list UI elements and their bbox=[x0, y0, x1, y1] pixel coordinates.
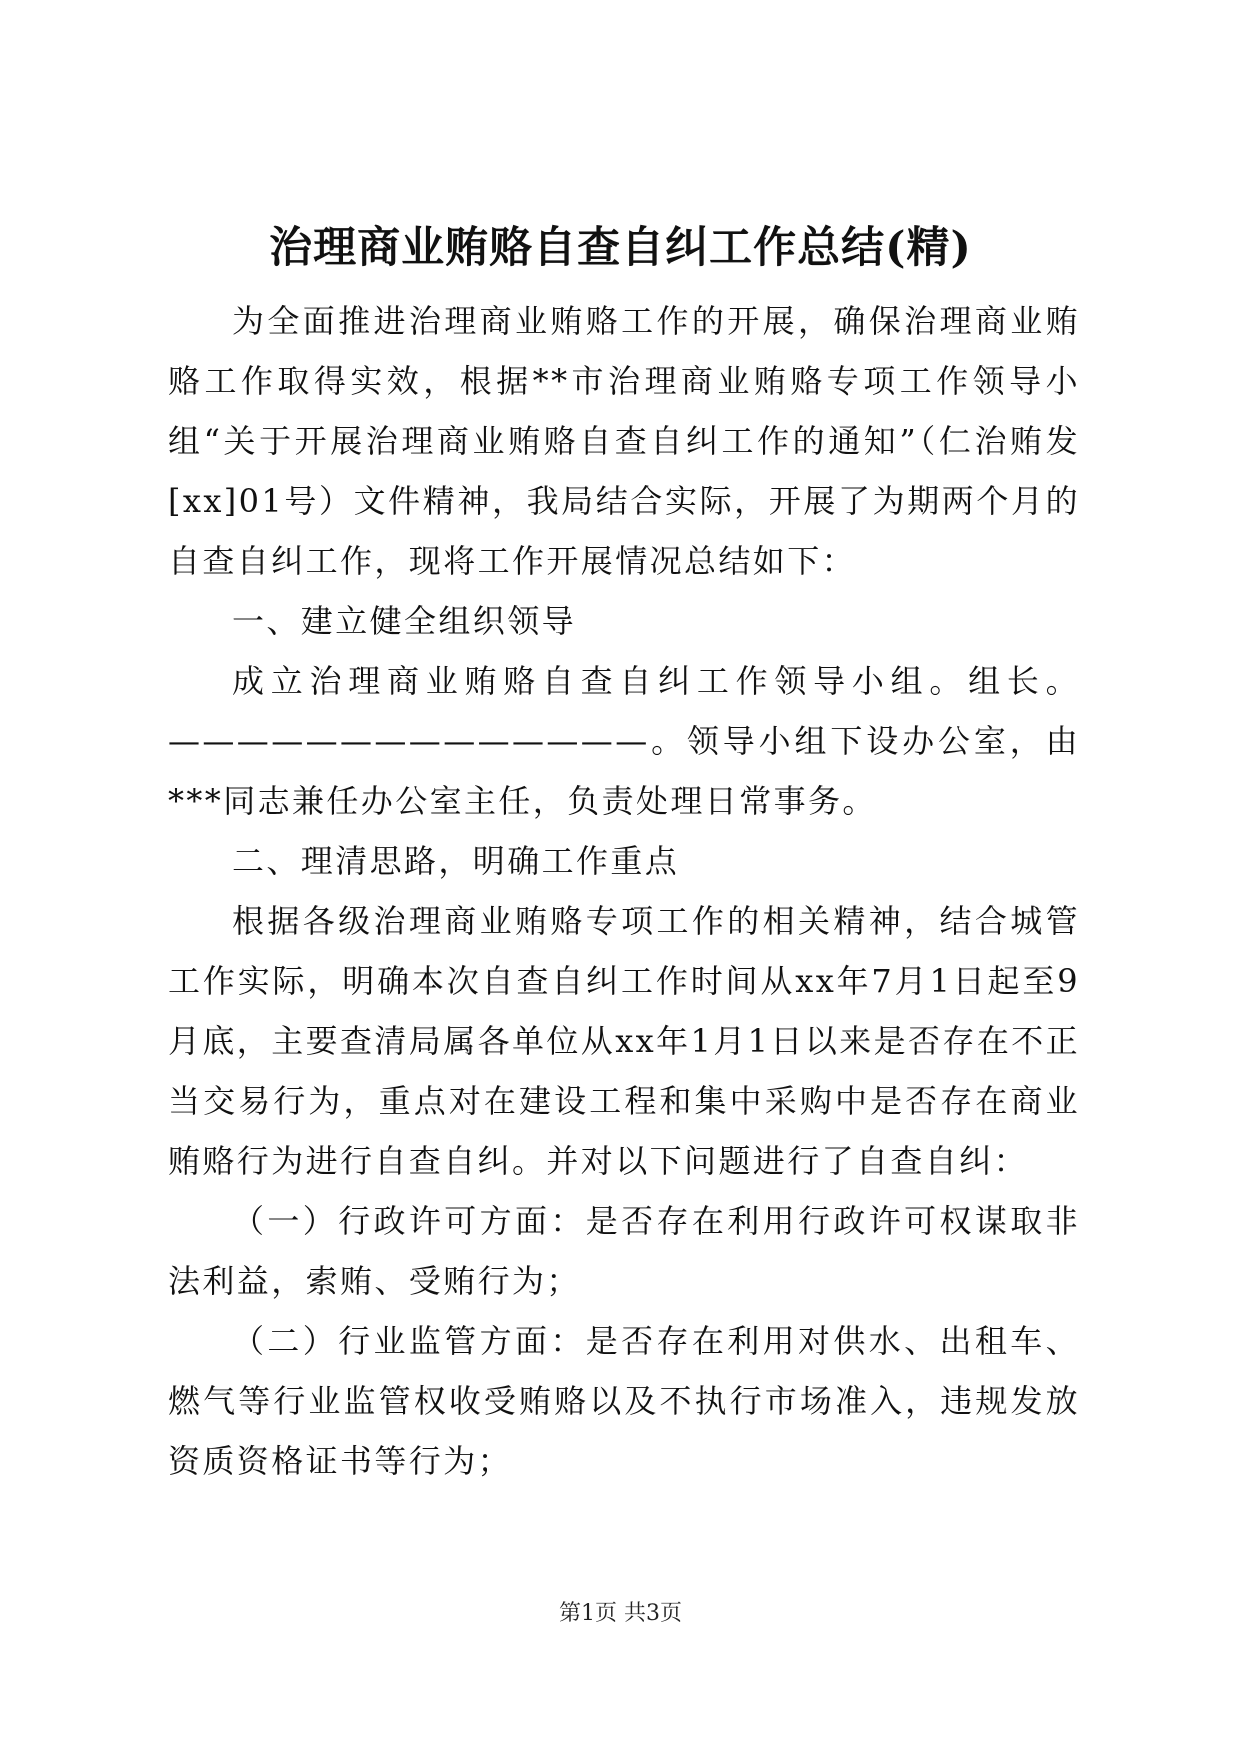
page-number-footer: 第1页 共3页 bbox=[559, 1601, 682, 1626]
section-heading-organization: 一、建立健全组织领导 bbox=[232, 602, 577, 640]
paragraph-intro: 为全面推进治理商业贿赂工作的开展，确保治理商业贿赂工作取得实效，根据**市治理商业贿赂专项工作领导小组“关于开展治理商业贿赂自查自纠工作的通知”（仁治贿发[xx]01号）文件精神，我局结合实际，开展了为期两个月的自查自纠工作，现将工作开展情况总结如下： bbox=[168, 302, 1080, 580]
paragraph-scope: 根据各级治理商业贿赂专项工作的相关精神，结合城管工作实际，明确本次自查自纠工作时间从xx年7月1日起至9月底，主要查清局属各单位从xx年1月1日以来是否存在不正当交易行为，重点对在建设工程和集中采购中是否存在商业贿赂行为进行自查自纠。并对以下问题进行了自查自纠： bbox=[168, 902, 1081, 1180]
paragraph-leadership-group: 成立治理商业贿赂自查自纠工作领导小组。组长。——————————————。领导小组下设办公室，由***同志兼任办公室主任，负责处理日常事务。 bbox=[168, 662, 1080, 820]
document-title: 治理商业贿赂自查自纠工作总结(精) bbox=[269, 223, 972, 273]
document-body bbox=[168, 291, 1080, 1491]
paragraph-item-industry-supervision: （二）行业监管方面：是否存在利用对供水、出租车、燃气等行业监管权收受贿赂以及不执行市场准入，违规发放资质资格证书等行为； bbox=[168, 1322, 1080, 1480]
paragraph-item-administrative-license: （一）行政许可方面：是否存在利用行政许可权谋取非法利益，索贿、受贿行为； bbox=[168, 1202, 1080, 1300]
section-heading-focus: 二、理清思路，明确工作重点 bbox=[232, 842, 680, 880]
